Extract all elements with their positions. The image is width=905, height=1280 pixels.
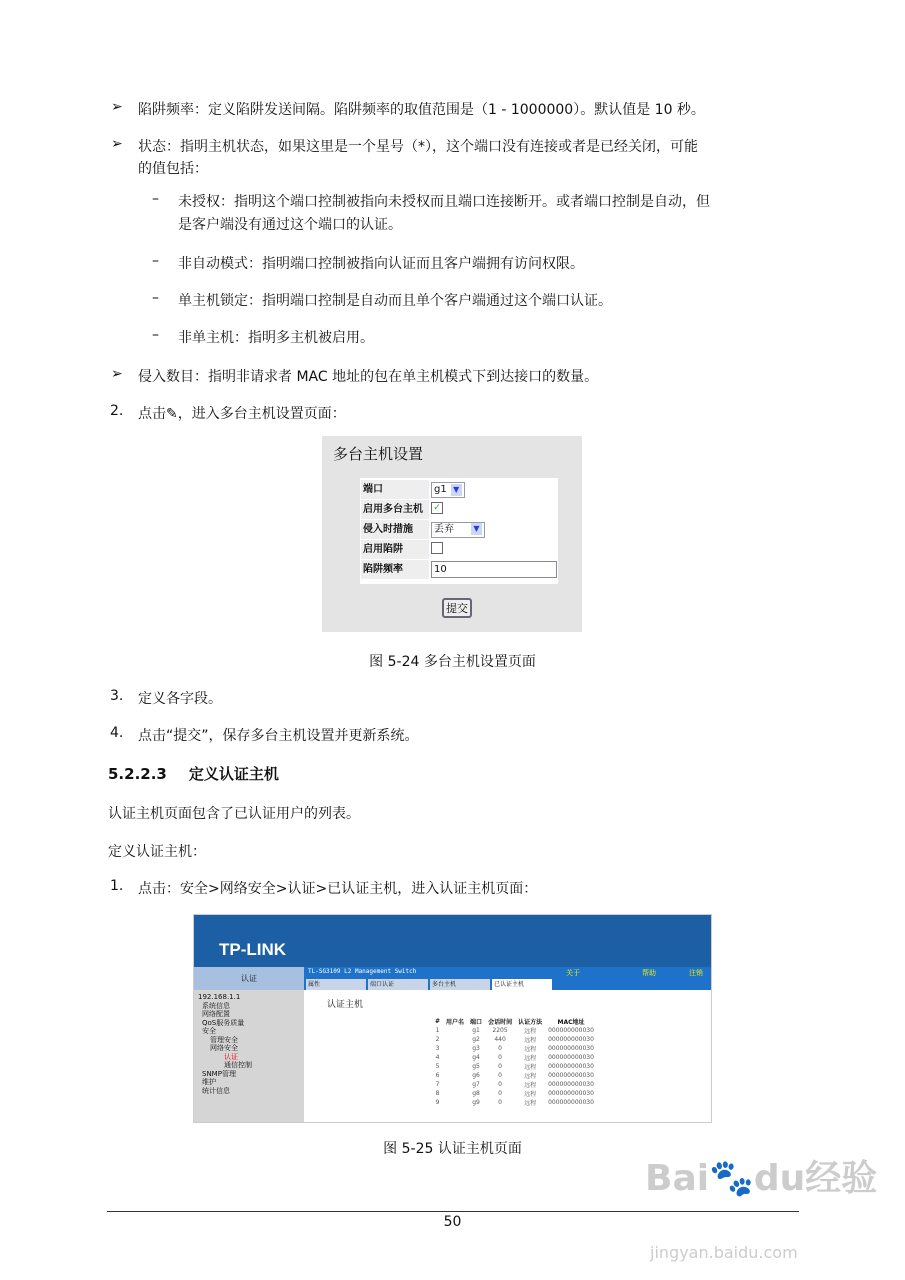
bullet-trap-frequency: 陷阱频率：定义陷阱发送间隔。陷阱频率的取值范围是（1 - 1000000）。默认值是 10 秒。 [138,102,705,118]
table-cell: 远程 [524,1046,537,1053]
port-label: 端口 [361,480,429,499]
multi-host-settings-dialog [322,436,582,632]
table-cell: 000000000030 [548,1036,594,1043]
trap-frequency-label: 陷阱频率 [361,560,429,579]
tree-item[interactable]: SNMP管理 [202,1069,236,1078]
page-number: 50 [443,1214,462,1230]
table-cell: 远程 [524,1055,537,1062]
intrusion-value: 丢弃 [434,524,454,535]
enable-trap-checkbox[interactable] [431,542,443,554]
table-cell: 2 [435,1036,440,1043]
table-cell: 440 [494,1036,506,1043]
chevron-down-icon: ▼ [471,523,482,535]
table-cell: g5 [472,1063,480,1070]
table-cell: 0 [498,1099,502,1106]
watermark-url: jingyan.baidu.com [650,1243,798,1262]
table-row [432,1080,597,1089]
table-cell: 000000000030 [548,1081,594,1088]
table-row [432,1035,597,1044]
table-cell: 1 [435,1027,440,1034]
dash-item: 非单主机：指明多主机被启用。 [178,330,374,346]
table-cell [443,1053,467,1062]
column-header: # [435,1018,441,1025]
figure-caption: 图 5-24 多台主机设置页面 [369,654,536,670]
step-text: ，进入多台主机设置页面： [177,406,346,422]
section-number: 5.2.2.3 [108,765,167,783]
dash-mark: – [152,253,159,269]
intrusion-action-label: 侵入时措施 [361,520,429,539]
table-cell: 远程 [524,1100,537,1107]
table-cell: g2 [472,1036,480,1043]
section-title: 定义认证主机 [188,765,279,783]
dash-item-cont: 是客户端没有通过这个端口的认证。 [178,217,402,233]
trap-frequency-input[interactable]: 10 [431,561,557,578]
table-cell: 8 [435,1090,440,1097]
table-cell: g1 [472,1027,480,1034]
table-cell: 9 [435,1099,440,1106]
footer-divider [107,1211,799,1212]
table-cell: 4 [435,1054,440,1061]
table-cell: g3 [472,1045,480,1052]
tree-item[interactable]: 网络配置 [202,1010,230,1018]
port-select[interactable] [431,482,465,498]
tree-item[interactable]: 维护 [202,1078,216,1086]
port-value: g1 [434,484,447,495]
table-cell: 000000000030 [548,1072,594,1079]
bullet-intrusion: 侵入数目：指明非请求者 MAC 地址的包在单主机模式下到达接口的数量。 [138,369,599,385]
table-cell: 6 [435,1072,440,1079]
left-panel-title: 认证 [194,967,304,990]
table-row [432,1089,597,1098]
table-row [432,1044,597,1053]
paragraph: 定义认证主机： [108,844,206,860]
table-cell [443,1035,467,1044]
tab-properties[interactable]: 属性 [306,979,366,990]
enable-trap-label: 启用陷阱 [361,540,429,559]
dash-mark: – [152,191,159,207]
nav-tree [194,990,304,1123]
table-cell: 000000000030 [548,1099,594,1106]
table-row [432,1053,597,1062]
paragraph: 认证主机页面包含了已认证用户的列表。 [108,806,360,822]
table-cell: 0 [498,1072,502,1079]
step-number: 4. [110,725,124,741]
column-header: 认证方法 [518,1019,543,1026]
column-header: 用户名 [446,1019,465,1026]
tree-item[interactable]: QoS服务质量 [202,1018,245,1027]
help-link[interactable]: 帮助 [642,969,656,977]
table-cell: 远程 [524,1037,537,1044]
enable-multi-host-checkbox[interactable]: ✓ [431,502,443,514]
switch-name: TL-SG3109 L2 Management Switch [308,968,417,975]
enable-multi-host-label: 启用多台主机 [361,500,429,519]
table-row [432,1071,597,1080]
header-banner [194,915,711,967]
step-4: 点击“提交”，保存多台主机设置并更新系统。 [138,728,419,744]
tree-item[interactable]: 管理安全 [210,1035,238,1044]
table-row [432,1098,597,1107]
table-cell: 000000000030 [548,1063,594,1070]
dialog-title: 多台主机设置 [333,445,424,463]
table-cell: 0 [498,1063,502,1070]
tree-item[interactable]: 认证 [224,1052,238,1061]
table-cell: 000000000030 [548,1054,594,1061]
about-link[interactable]: 关于 [566,969,580,977]
tree-item[interactable]: 192.168.1.1 [198,993,241,1001]
table-cell: 7 [435,1081,440,1088]
bullet-arrow-icon: ➢ [111,366,123,382]
dash-mark: – [152,327,159,343]
tab-multi-host[interactable]: 多台主机 [430,979,490,990]
table-cell [443,1026,467,1035]
bullet-status-cont: 的值包括： [138,161,208,177]
step-text: 点击 [138,406,166,422]
pencil-icon: ✎ [166,406,178,422]
settings-form [360,478,558,584]
table-cell: 0 [498,1090,502,1097]
table-cell: 000000000030 [548,1090,594,1097]
column-header: 端口 [470,1019,483,1026]
column-header: 会话时间 [488,1019,513,1026]
table-cell: g4 [472,1054,480,1061]
tree-item[interactable]: 统计信息 [202,1086,230,1095]
table-cell: 远程 [524,1082,537,1089]
step-number: 3. [110,688,124,704]
table-cell: g8 [472,1090,480,1097]
tab-authenticated-hosts[interactable]: 已认证主机 [492,979,552,990]
table-cell [443,1062,467,1071]
bullet-status: 状态：指明主机状态，如果这里是一个星号（*），这个端口没有连接或者是已经关闭，可能 [138,139,698,155]
chevron-down-icon: ▼ [451,484,462,496]
bullet-arrow-icon: ➢ [111,136,123,152]
table-cell: g6 [472,1072,480,1079]
step-number: 2. [110,403,124,419]
table-cell: g7 [472,1081,480,1088]
figure-caption: 图 5-25 认证主机页面 [383,1141,522,1157]
logout-link[interactable]: 注销 [689,969,703,977]
table-cell: 远程 [524,1073,537,1080]
table-cell: 远程 [524,1028,537,1035]
step-3: 定义各字段。 [138,691,222,707]
tree-item[interactable]: 安全 [202,1027,216,1035]
submit-button[interactable]: 提交 [442,598,472,618]
table-cell [443,1044,467,1053]
watermark-logo: Bai🐾du经验 [645,1158,878,1199]
table-cell: 远程 [524,1091,537,1098]
table-cell: 2205 [492,1027,508,1034]
table-row [432,1062,597,1071]
table-cell: 0 [498,1045,502,1052]
authenticated-hosts-table [432,1017,597,1107]
table-cell [443,1080,467,1089]
tree-item[interactable]: 系统信息 [202,1001,230,1010]
column-header: MAC地址 [557,1019,585,1026]
intrusion-action-select[interactable] [431,522,485,538]
table-cell: 5 [435,1063,440,1070]
table-cell [443,1071,467,1080]
step-number: 1. [110,878,124,894]
dash-item: 未授权：指明这个端口控制被指向未授权而且端口连接断开。或者端口控制是自动，但 [178,194,710,210]
table-cell [443,1089,467,1098]
dash-item: 单主机锁定：指明端口控制是自动而且单个客户端通过这个端口认证。 [178,293,612,309]
tab-port-auth[interactable]: 端口认证 [368,979,428,990]
tp-link-logo: TP-LINK [219,940,287,959]
table-cell: 0 [498,1054,502,1061]
content-title: 认证主机 [327,1000,364,1010]
section-heading [108,763,279,784]
bullet-arrow-icon: ➢ [111,99,123,115]
table-cell: 远程 [524,1064,537,1071]
top-bar [304,967,711,990]
table-cell: 000000000030 [548,1045,594,1052]
tree-item[interactable]: 网络安全 [210,1044,238,1052]
step-1: 点击：安全>网络安全>认证>已认证主机，进入认证主机页面： [138,881,538,897]
table-row [432,1026,597,1035]
table-cell [443,1098,467,1107]
tree-item[interactable]: 通信控制 [224,1061,252,1069]
table-cell: 000000000030 [548,1027,594,1034]
step-2 [138,403,346,423]
table-cell: 3 [435,1045,440,1052]
authenticated-hosts-screenshot [193,914,712,1123]
dash-mark: – [152,290,159,306]
table-cell: g9 [472,1099,480,1106]
dash-item: 非自动模式：指明端口控制被指向认证而且客户端拥有访问权限。 [178,256,584,272]
table-cell: 0 [498,1081,502,1088]
